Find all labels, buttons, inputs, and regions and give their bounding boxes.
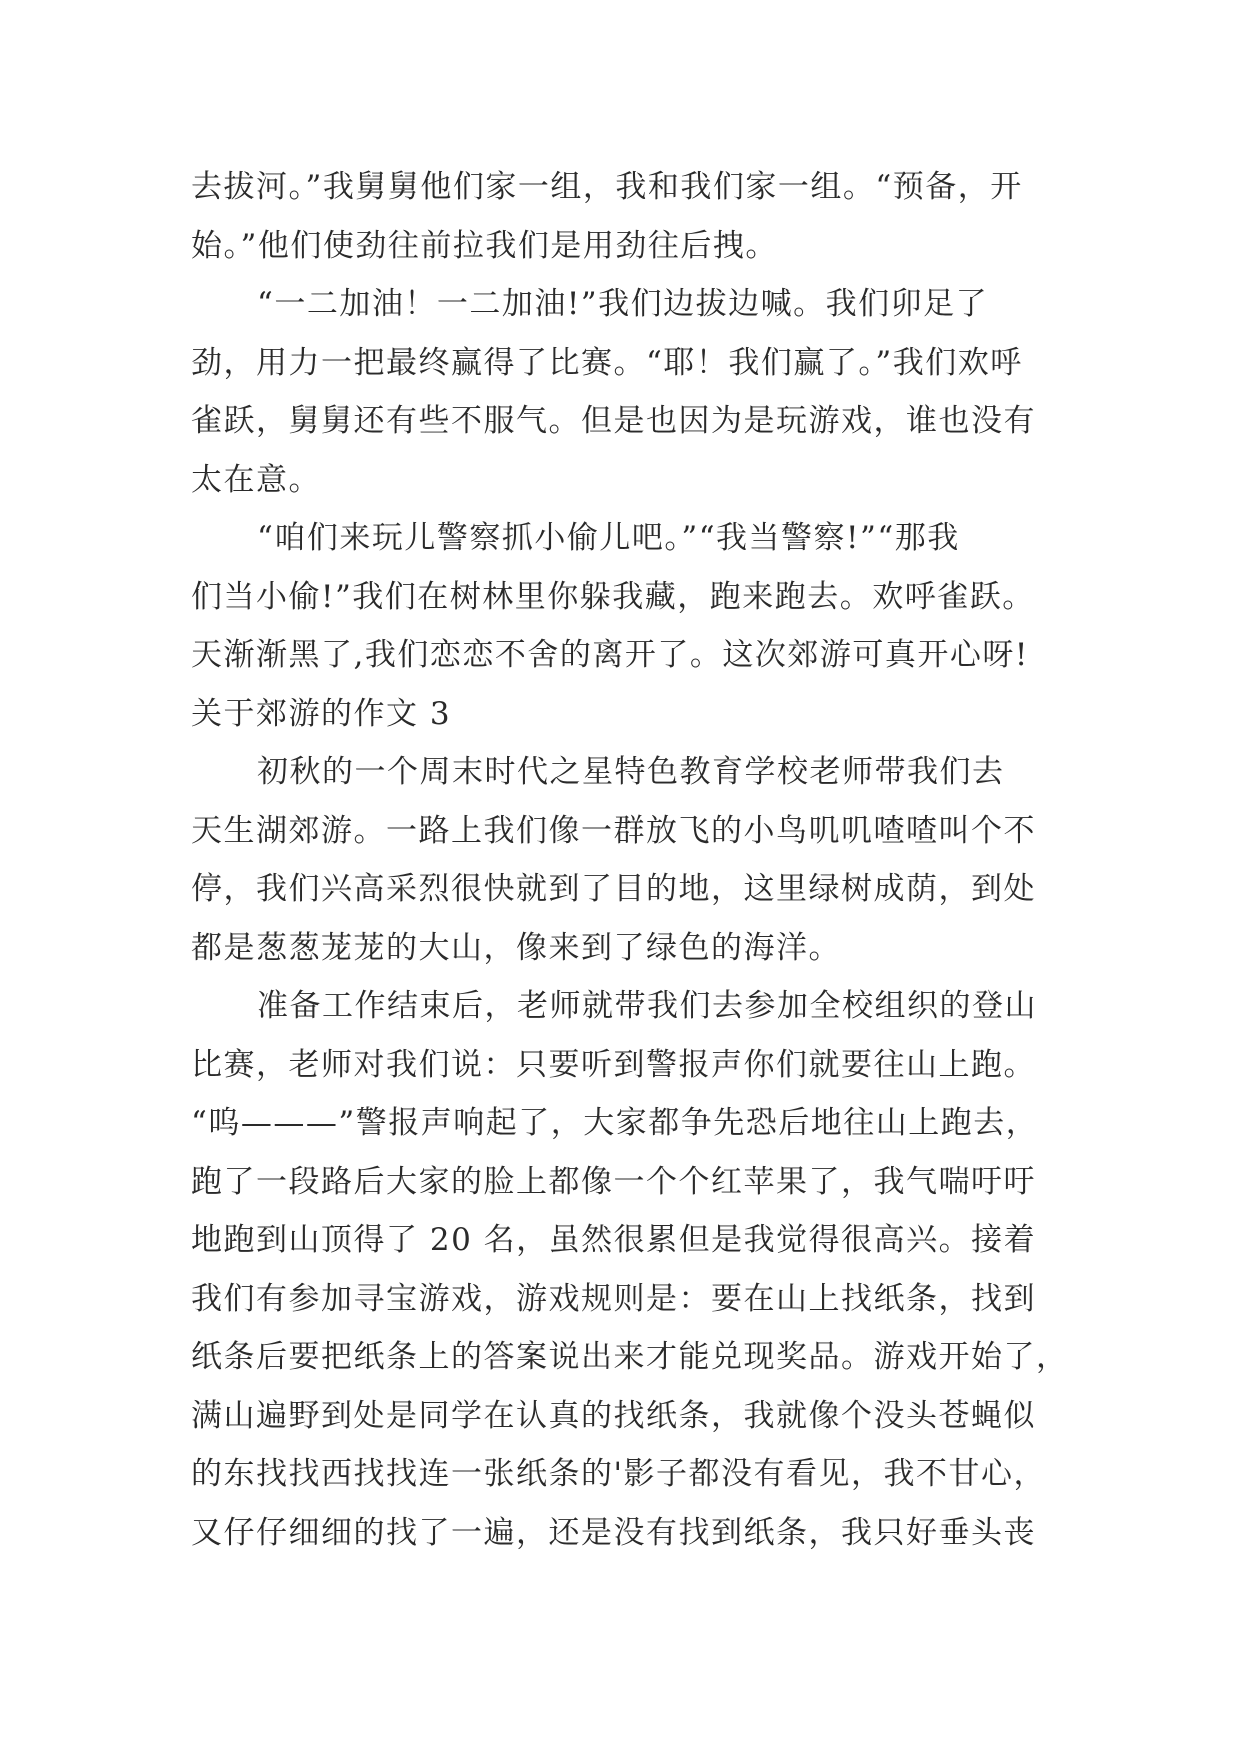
text-line: 初秋的一个周末时代之星特色教育学校老师带我们去: [257, 754, 1005, 790]
text-line: 去拔河。”我舅舅他们家一组，我和我们家一组。“预备，开: [191, 169, 1023, 205]
text-line: “呜———”警报声响起了，大家都争先恐后地往山上跑去，: [191, 1105, 1039, 1141]
text-line: 始。”他们使劲往前拉我们是用劲往后拽。: [191, 227, 778, 264]
text-line: 们当小偷!”我们在树林里你躲我藏，跑来跑去。欢呼雀跃。: [191, 578, 1035, 615]
text-line: 都是葱葱茏茏的大山，像来到了绿色的海洋。: [191, 929, 841, 966]
text-line: 比赛，老师对我们说：只要听到警报声你们就要往山上跑。: [191, 1046, 1036, 1083]
text-line: 天生湖郊游。一路上我们像一群放飞的小鸟叽叽喳喳叫个不: [191, 812, 1036, 849]
text-line: “一二加油！一二加油!”我们边拔边喊。我们卯足了: [257, 286, 989, 322]
text-line: 纸条后要把纸条上的答案说出来才能兑现奖品。游戏开始了，: [191, 1339, 1069, 1375]
text-line: 劲，用力一把最终赢得了比赛。“耶！我们赢了。”我们欢呼: [191, 344, 1023, 381]
text-line: “咱们来玩儿警察抓小偷儿吧。”“我当警察!”“那我: [257, 520, 960, 556]
text-line: 雀跃，舅舅还有些不服气。但是也因为是玩游戏，谁也没有: [191, 403, 1036, 439]
text-line: 满山遍野到处是同学在认真的找纸条，我就像个没头苍蝇似: [191, 1397, 1036, 1434]
text-line: 太在意。: [191, 461, 321, 498]
text-line: 天渐渐黑了,我们恋恋不舍的离开了。这次郊游可真开心呀!: [191, 637, 1029, 673]
text-line: 停，我们兴高采烈很快就到了目的地，这里绿树成荫，到处: [191, 871, 1036, 907]
text-line: 又仔仔细细的找了一遍，还是没有找到纸条，我只好垂头丧: [191, 1514, 1036, 1551]
text-line: 准备工作结束后，老师就带我们去参加全校组织的登山: [257, 988, 1037, 1024]
text-line: 跑了一段路后大家的脸上都像一个个红苹果了，我气喘吁吁: [191, 1163, 1036, 1200]
document-body: [191, 158, 1071, 1562]
text-line: 我们有参加寻宝游戏，游戏规则是：要在山上找纸条，找到: [191, 1280, 1036, 1317]
text-line: 的东找找西找找连一张纸条的'影子都没有看见，我不甘心，: [191, 1456, 1047, 1492]
text-line: 关于郊游的作文 3: [191, 695, 452, 732]
text-line: 地跑到山顶得了 20 名，虽然很累但是我觉得很高兴。接着: [191, 1222, 1037, 1258]
